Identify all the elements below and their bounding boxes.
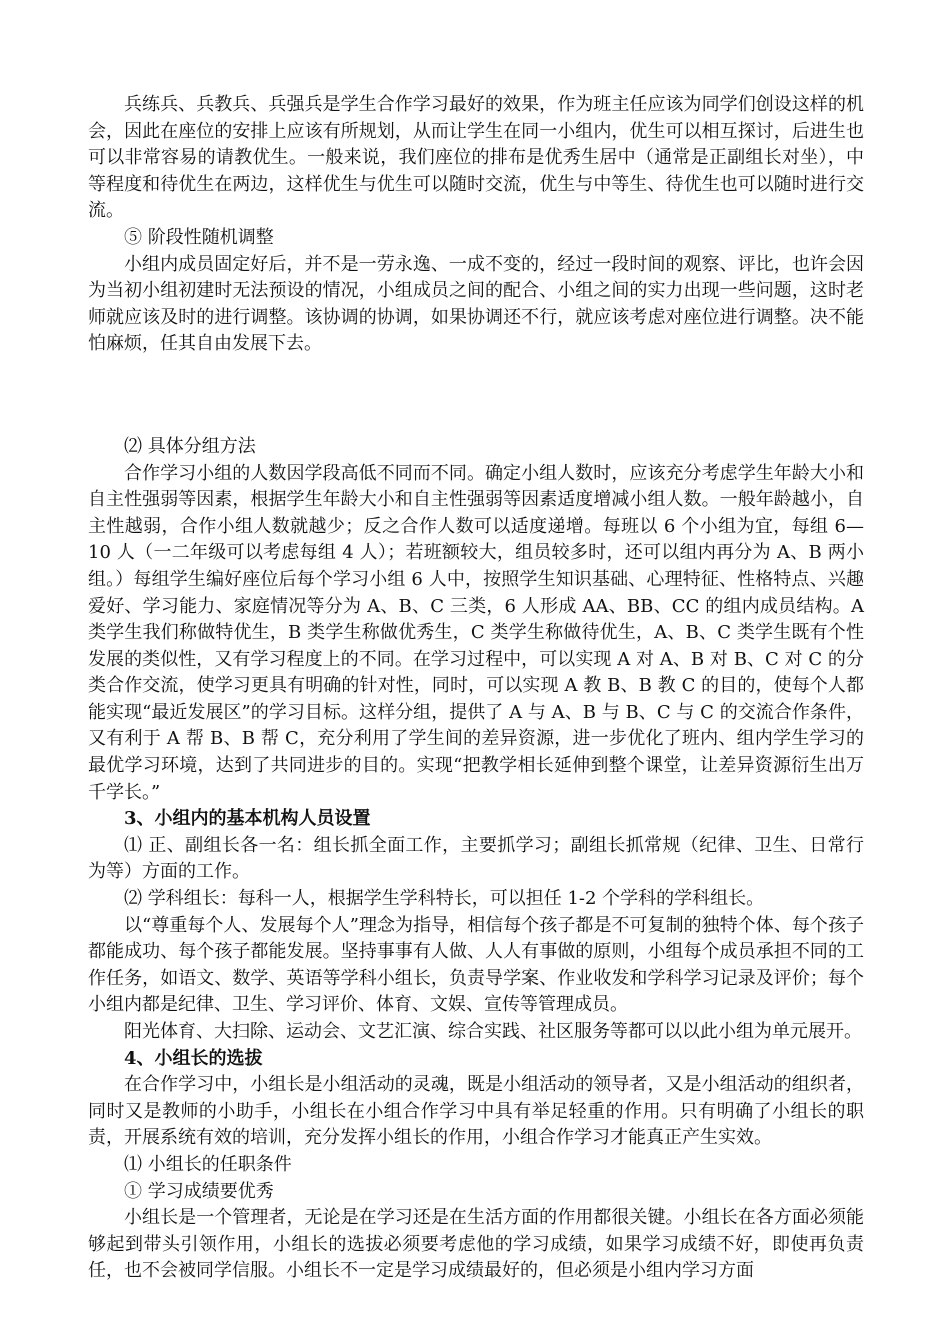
section-gap <box>88 358 864 434</box>
item-stage-adjustment: ⑤ 阶段性随机调整 <box>124 226 274 248</box>
heading-leader-selection: 4、小组长的选拔 <box>124 1047 263 1069</box>
paragraph-leader-grades: 小组长是一个管理者，无论是在学习还是在生活方面的作用都很关键。小组长在各方面必须能够起到带头引领作用，小组长的选拔必须要考虑他的学习成绩，如果学习成绩不好，即使再负责任，也不会被同学信服。小组长不一定是学习成绩最好的，但必须是小组内学习方面 <box>88 1207 864 1282</box>
item-subject-leaders: ⑵ 学科组长：每科一人，根据学生学科特长，可以担任 1-2 个学科的学科组长。 <box>124 888 765 910</box>
paragraph-respect-everyone: 以“尊重每个人、发展每个人”理念为指导，相信每个孩子都是不可复制的独特个体、每个孩子都能成功、每个孩子都能发展。坚持事事有人做、人人有事做的原则，小组每个成员承担不同的工作任务，如语文、数学、英语等学科小组长，负责导学案、作业收发和学科学习记录及评价；每个小组内都是纪律、卫生、学习评价、体育、文娱、宣传等管理成员。 <box>88 914 864 1016</box>
subheading-grouping-method: ⑵ 具体分组方法 <box>124 435 256 457</box>
item-good-grades: ① 学习成绩要优秀 <box>124 1180 274 1202</box>
paragraph-activities: 阳光体育、大扫除、运动会、文艺汇演、综合实践、社区服务等都可以以此小组为单元展开。 <box>124 1021 862 1042</box>
paragraph-leader-role: 在合作学习中，小组长是小组活动的灵魂，既是小组活动的领导者，又是小组活动的组织者，同时又是教师的小助手，小组长在小组合作学习中具有举足轻重的作用。只有明确了小组长的职责，开展系统有效的培训，充分发挥小组长的作用，小组合作学习才能真正产生实效。 <box>88 1074 864 1149</box>
paragraph-peer-learning: 兵练兵、兵教兵、兵强兵是学生合作学习最好的效果，作为班主任应该为同学们创设这样的机会，因此在座位的安排上应该有所规划，从而让学生在同一小组内，优生可以相互探讨，后进生也可以非常容易的请教优生。一般来说，我们座位的排布是优秀生居中（通常是正副组长对坐），中等程度和待优生在两边，这样优生与优生可以随时交流，优生与中等生、待优生也可以随时进行交流。 <box>88 94 864 222</box>
paragraph-grouping-method: 合作学习小组的人数因学段高低不同而不同。确定小组人数时，应该充分考虑学生年龄大小和自主性强弱等因素，根据学生年龄大小和自主性强弱等因素适度增减小组人数。一般年龄越小，自主性越弱，合作小组人数就越少；反之合作人数可以适度递增。每班以 6 个小组为宜，每组 6—10 人（一二年级可以考虑每组 4 人）；若班额较大，组员较多时，还可以组内再分为 A、B 两小组。）每组学生编好座位后每个学习小组 6 人中，按照学生知识基础、心理特征、性格特点、兴趣爱好、学习能力、家庭情况等分为 A、B、C 三类，6 人形成 AA、BB、CC 的组内成员结构。A 类学生我们称做特优生，B 类学生称做优秀生，C 类学生称做待优生，A、B、C 类学生既有个性发展的类似性，又有学习程度上的不同。在学习过程中，可以实现 A 对 A、B 对 B、C 对 C 的分类合作交流，使学习更具有明确的针对性，同时，可以实现 A 教 B、B 教 C 的目的，使每个人都能实现“最近发展区”的学习目标。这样分组，提供了 A 与 A、B 与 B、C 与 C 的交流合作条件，又有利于 A 帮 B、B 帮 C，充分利用了学生间的差异资源，进一步优化了班内、组内学生学习的最优学习环境，达到了共同进步的目的。实现“把教学相长延伸到整个课堂，让差异资源衍生出万千学长。” <box>88 462 864 803</box>
paragraph-adjustment: 小组内成员固定好后，并不是一劳永逸、一成不变的，经过一段时间的观察、评比，也许会因为当初小组初建时无法预设的情况，小组成员之间的配合、小组之间的实力出现一些问题，这时老师就应该及时的进行调整。该协调的协调，如果协调还不行，就应该考虑对座位进行调整。决不能怕麻烦，任其自由发展下去。 <box>88 253 864 355</box>
heading-group-structure: 3、小组内的基本机构人员设置 <box>124 808 371 830</box>
item-group-leaders: ⑴ 正、副组长各一名：组长抓全面工作，主要抓学习；副组长抓常规（纪律、卫生、日常行为等）方面的工作。 <box>88 834 864 883</box>
item-leader-conditions: ⑴ 小组长的任职条件 <box>124 1153 292 1175</box>
document-page <box>88 92 864 1285</box>
